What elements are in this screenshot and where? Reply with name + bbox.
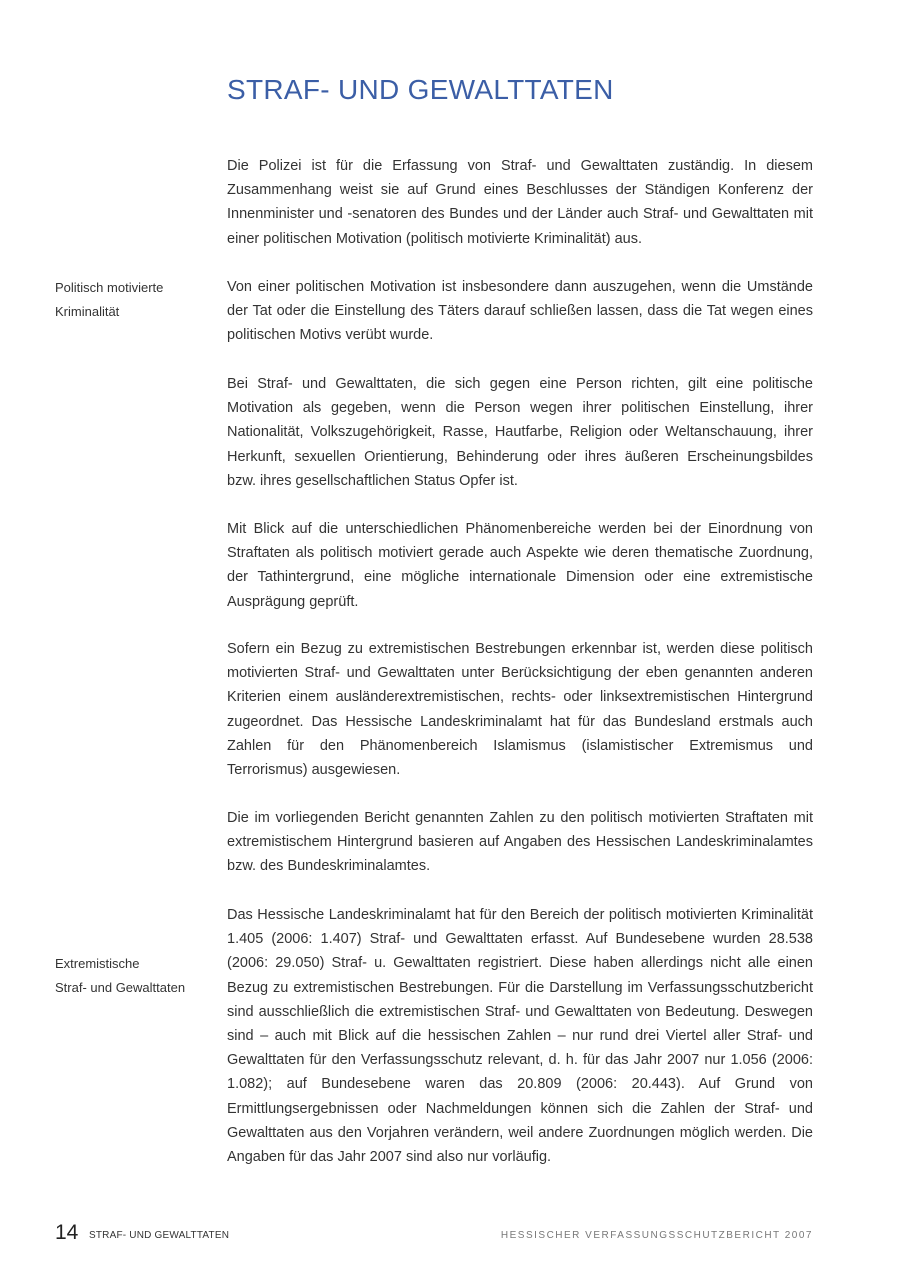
page-title: STRAF- UND GEWALTTATEN bbox=[227, 74, 614, 105]
margin-note-line: Kriminalität bbox=[55, 304, 120, 319]
paragraph-person: Bei Straf- und Gewalttaten, die sich gegen eine Person richten, gilt eine politische Motivation als gegeben, wenn die Person wegen ihrer politischen Einstellung, ihrer Nationalität, Volkszugehörigkeit, Rasse, Hautfarbe, Religion oder Weltanschauung, ihrer Herkunft, sexuellen Orientierung, Behinderung oder ihres äußeren Erscheinungsbildes bzw. ihres gesellschaftlichen Status Opfer ist. bbox=[227, 376, 813, 489]
footer-section-title: STRAF- UND GEWALTTATEN bbox=[89, 1230, 230, 1241]
margin-note-line: Straf- und Gewalttaten bbox=[55, 980, 186, 995]
footer-report-title: HESSISCHER VERFASSUNGSSCHUTZBERICHT 2007 bbox=[500, 1230, 813, 1241]
paragraph-statistics: Das Hessische Landeskriminalamt hat für den Bereich der politisch motivierten Kriminalität 1.405 (2006: 1.407) Straf- und Gewalttaten erfasst. Auf Bundesebene wurden 28.538 (2006: 29.050) Straf- u. Gewalttaten registriert. Diese haben allerdings nicht alle einen Bezug zu extremistischen Bestrebungen. Für die Darstellung im Verfassungsschutzbericht sind ausschließlich die extremistischen Straf- und Gewalttaten von Bedeutung. Deswegen sind – auch mit Blick auf die hessischen Zahlen – nur rund drei Viertel aller Straf- und Gewalttaten für den Verfassungsschutz relevant, d. h. für das Jahr 2007 nur 1.056 (2006: 1.082); auf Bundesebene waren das 20.809 (2006: 20.443). Auf Grund von Ermittlungsergebnissen oder Nachmeldungen können sich die Zahlen der Straf- und Gewalttaten aus den Vorjahren verändern, weil andere Zuordnungen möglich werden. Die Angaben für das Jahr 2007 sind also nur vorläufig. bbox=[227, 907, 813, 1166]
margin-note-political-crime bbox=[55, 276, 215, 324]
paragraph-phenomena: Mit Blick auf die unterschiedlichen Phänomenbereiche werden bei der Einordnung von Straftaten als politisch motiviert gerade auch Aspekte wie deren thematische Zuordnung, der Tathintergrund, eine mögliche internationale Dimension oder eine extremistische Ausprägung geprüft. bbox=[227, 521, 813, 610]
margin-note-line: Politisch motivierte bbox=[55, 280, 164, 295]
paragraph-intro: Die Polizei ist für die Erfassung von Straf- und Gewalttaten zuständig. In diesem Zusammenhang weist sie auf Grund eines Beschlusses der Ständigen Konferenz der Innenminister und -senatoren des Bundes und der Länder auch Straf- und Gewalttaten mit einer politischen Motivation (politisch motivierte Kriminalität) aus. bbox=[227, 158, 813, 247]
margin-note-line: Extremistische bbox=[55, 956, 140, 971]
page-number: 14 bbox=[55, 1221, 79, 1244]
paragraph-sources: Die im vorliegenden Bericht genannten Zahlen zu den politisch motivierten Straftaten mit extremistischem Hintergrund basieren auf Angaben des Hessischen Landeskriminalamtes bzw. des Bundeskriminalamtes. bbox=[227, 810, 813, 875]
margin-note-extremist-offenses bbox=[55, 952, 215, 1000]
paragraph-extremism: Sofern ein Bezug zu extremistischen Bestrebungen erkennbar ist, werden diese politisch motivierten Straf- und Gewalttaten unter Berücksichtigung der eben genannten anderen Kriterien einem ausländerextremistischen, rechts- oder linksextremistischen Hintergrund zugeordnet. Das Hessische Landeskriminalamt hat für das Bundesland erstmals auch Zahlen für den Phänomenbereich Islamismus (islamistischer Extremismus und Terrorismus) ausgewiesen. bbox=[227, 641, 813, 779]
paragraph-motivation: Von einer politischen Motivation ist insbesondere dann auszugehen, wenn die Umstände der Tat oder die Einstellung des Täters darauf schließen lassen, dass die Tat wegen eines politischen Motivs verübt wurde. bbox=[227, 279, 813, 344]
